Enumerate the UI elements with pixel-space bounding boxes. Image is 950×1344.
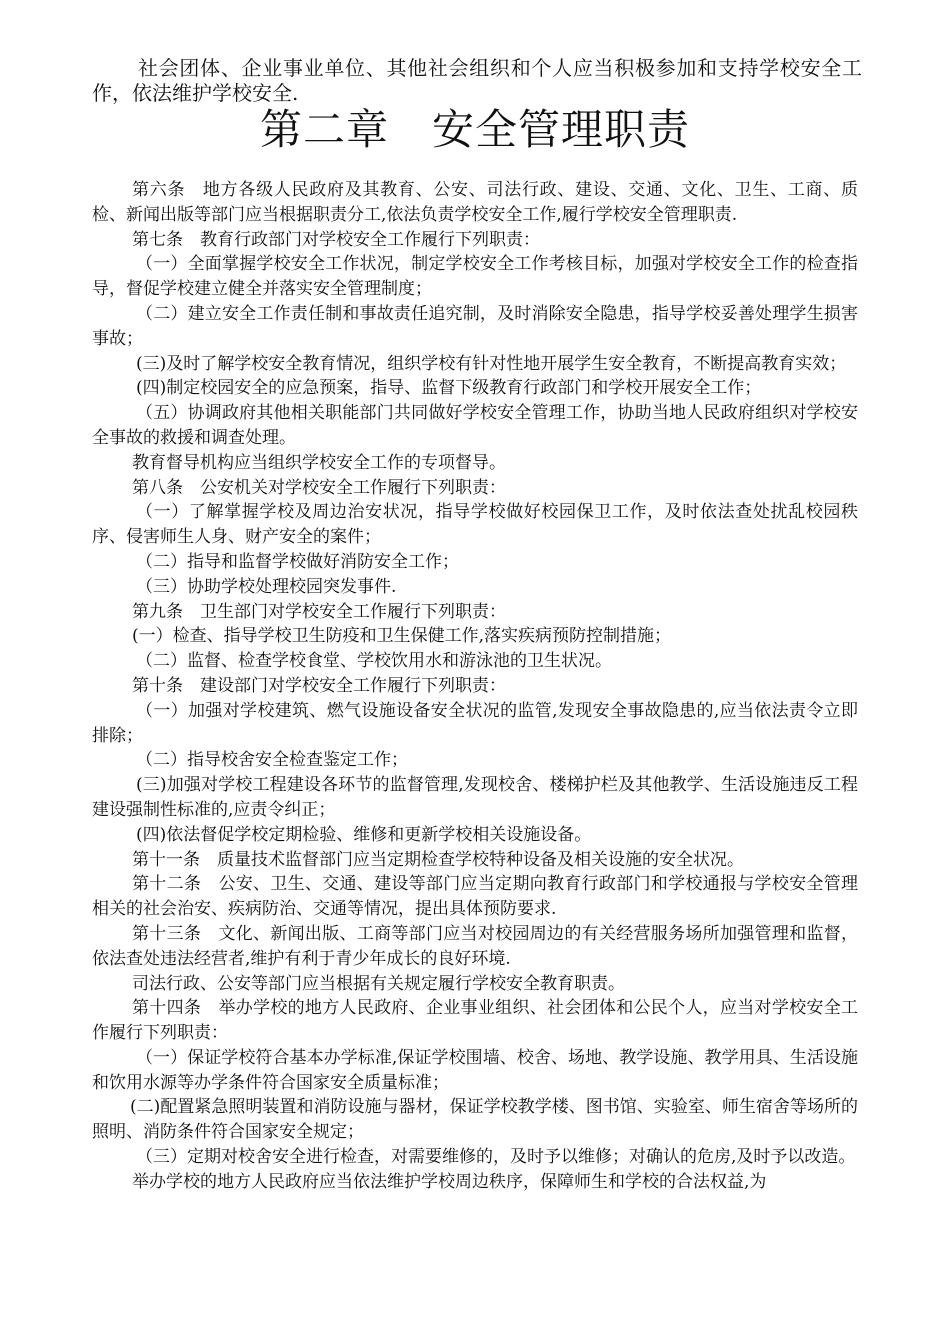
article-9-item-1: (一）检查、指导学校卫生防疫和卫生保健工作,落实疾病预防控制措施； (132, 626, 672, 647)
article-10-item-2: （二）指导校舍安全检查鉴定工作； (136, 750, 408, 771)
article-7-item-3: (三)及时了解学校安全教育情况，组织学校有针对性地开展学生安全教育，不断提高教育实效； (136, 353, 847, 374)
article-14-item-1: （一）保证学校符合基本办学标准,保证学校围墙、校舍、场地、教学设施、教学用具、生活设施和饮用水源等办学条件符合国家安全质量标准； (92, 1047, 858, 1093)
article-13-judicial: 司法行政、公安等部门应当根据有关规定履行学校安全教育职责。 (132, 973, 625, 994)
article-12: 第十二条 公安、卫生、交通、建设等部门应当定期向教育行政部门和学校通报与学校安全管理相关的社会治安、疾病防治、交通等情况，提出具体预防要求. (92, 874, 858, 920)
article-10-item-4: (四)依法督促学校定期检验、维修和更新学校相关设施设备。 (136, 824, 592, 845)
article-11: 第十一条 质量技术监督部门应当定期检查学校特种设备及相关设施的安全状况。 (132, 849, 744, 870)
article-7-item-1: （一）全面掌握学校安全工作状况，制定学校安全工作考核目标，加强对学校安全工作的检查指导，督促学校建立健全并落实安全管理制度； (92, 254, 858, 300)
article-8-item-1: （一）了解掌握学校及周边治安状况，指导学校做好校园保卫工作，及时依法查处扰乱校园秩序、侵害师生人身、财产安全的案件； (92, 502, 858, 548)
article-7: 第七条 教育行政部门对学校安全工作履行下列职责： (132, 229, 540, 250)
article-6: 第六条 地方各级人民政府及其教育、公安、司法行政、建设、交通、文化、卫生、工商、质检、新闻出版等部门应当根据职责分工,依法负责学校安全工作,履行学校安全管理职责. (92, 180, 858, 225)
chapter-title: 第二章 安全管理职责 (259, 105, 690, 154)
article-10-item-3: (三)加强对学校工程建设各环节的监督管理,发现校舍、楼梯护栏及其他教学、生活设施违反工程建设强制性标准的,应责令纠正； (92, 775, 858, 820)
article-14: 第十四条 举办学校的地方人民政府、企业事业组织、社会团体和公民个人，应当对学校安全工作履行下列职责： (92, 998, 858, 1044)
article-14-item-2: (二)配置紧急照明装置和消防设施与器材，保证学校教学楼、图书馆、实验室、师生宿舍等场所的照明、消防条件符合国家安全规定； (92, 1097, 858, 1143)
article-7-supervision: 教育督导机构应当组织学校安全工作的专项督导。 (132, 452, 506, 473)
article-10: 第十条 建设部门对学校安全工作履行下列职责： (132, 675, 506, 696)
article-7-item-5: （五）协调政府其他相关职能部门共同做好学校安全管理工作，协助当地人民政府组织对学校安全事故的救援和调查处理。 (92, 403, 858, 448)
article-10-item-1: （一）加强对学校建筑、燃气设施设备安全状况的监管,发现安全事故隐患的,应当依法责令立即排除； (92, 700, 858, 746)
article-9: 第九条 卫生部门对学校安全工作履行下列职责： (132, 601, 506, 622)
article-body (92, 178, 858, 1195)
article-7-item-2: （二）建立安全工作责任制和事故责任追究制，及时消除安全隐患，指导学校妥善处理学生损害事故； (92, 303, 858, 349)
article-8-item-3: （三）协助学校处理校园突发事件. (136, 576, 397, 597)
intro-paragraph: 社会团体、企业事业单位、其他社会组织和个人应当积极参加和支持学校安全工作，依法维护学校安全. (92, 56, 862, 105)
article-8-item-2: （二）指导和监督学校做好消防安全工作； (136, 551, 459, 572)
article-14-government: 举办学校的地方人民政府应当依法维护学校周边秩序，保障师生和学校的合法权益,为 (132, 1171, 767, 1192)
article-14-item-3: （三）定期对校舍安全进行检查，对需要维修的，及时予以维修；对确认的危房,及时予以改造。 (136, 1147, 856, 1168)
article-7-item-4: (四)制定校园安全的应急预案，指导、监督下级教育行政部门和学校开展安全工作； (136, 378, 762, 399)
article-13: 第十三条 文化、新闻出版、工商等部门应当对校园周边的有关经营服务场所加强管理和监督，依法查处违法经营者,维护有利于青少年成长的良好环境. (92, 923, 858, 969)
article-9-item-2: （二）监督、检查学校食堂、学校饮用水和游泳池的卫生状况。 (136, 651, 612, 672)
article-8: 第八条 公安机关对学校安全工作履行下列职责： (132, 477, 506, 498)
